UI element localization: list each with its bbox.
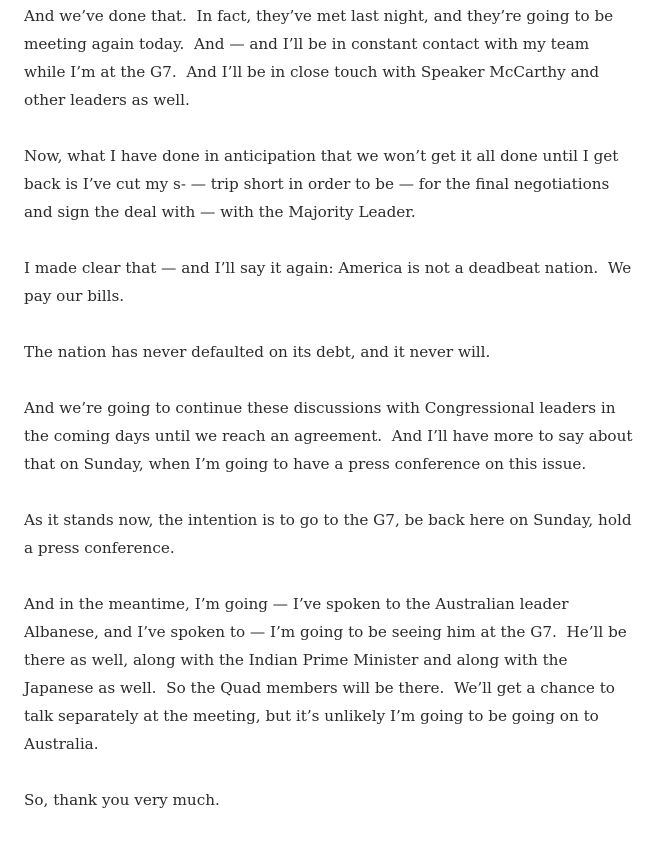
text-line: a press conference.	[24, 539, 175, 557]
text-line: meeting again today. And — and I’ll be in constant contact with my team	[24, 35, 590, 53]
text-line: And in the meantime, I’m going — I’ve spoken to the Australian leader	[24, 595, 569, 613]
text-line: that on Sunday, when I’m going to have a press conference on this issue.	[24, 455, 587, 473]
paragraph-1	[24, 2, 640, 114]
paragraph-2	[24, 142, 640, 226]
paragraph-4	[24, 338, 640, 366]
text-line: other leaders as well.	[24, 91, 190, 109]
text-line: And we’re going to continue these discussions with Congressional leaders in	[24, 399, 616, 417]
text-line: there as well, along with the Indian Prime Minister and along with the	[24, 651, 568, 669]
text-line: pay our bills.	[24, 287, 125, 305]
text-line: while I’m at the G7. And I’ll be in close touch with Speaker McCarthy and	[24, 63, 600, 81]
text-line: And we’ve done that. In fact, they’ve met last night, and they’re going to be	[24, 7, 614, 25]
text-line: Australia.	[24, 735, 99, 753]
text-line: The nation has never defaulted on its debt, and it never will.	[24, 343, 491, 361]
text-line: Albanese, and I’ve spoken to — I’m going to be seeing him at the G7. He’ll be	[24, 623, 627, 641]
text-line: I made clear that — and I’ll say it again: America is not a deadbeat nation. We	[24, 259, 632, 277]
transcript-body	[24, 2, 640, 842]
text-line: Japanese as well. So the Quad members will be there. We’ll get a chance to	[24, 679, 615, 697]
text-line: So, thank you very much.	[24, 791, 220, 809]
paragraph-3	[24, 254, 640, 310]
paragraph-7	[24, 590, 640, 758]
paragraph-8	[24, 786, 640, 814]
text-line: back is I’ve cut my s- — trip short in order to be — for the final negotiations	[24, 175, 610, 193]
text-line: and sign the deal with — with the Majority Leader.	[24, 203, 416, 221]
text-line: Now, what I have done in anticipation that we won’t get it all done until I get	[24, 147, 619, 165]
text-line: talk separately at the meeting, but it’s unlikely I’m going to be going on to	[24, 707, 599, 725]
paragraph-6	[24, 506, 640, 562]
text-line: the coming days until we reach an agreement. And I’ll have more to say about	[24, 427, 633, 445]
text-line: As it stands now, the intention is to go to the G7, be back here on Sunday, hold	[24, 511, 632, 529]
paragraph-5	[24, 394, 640, 478]
